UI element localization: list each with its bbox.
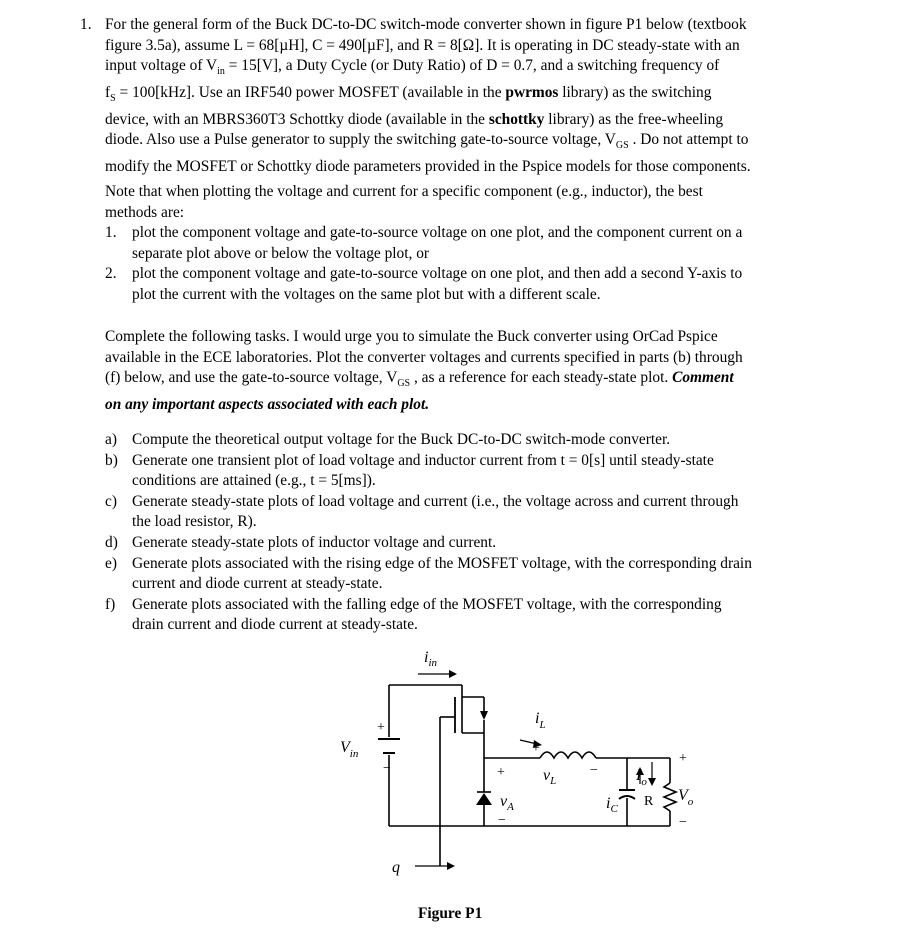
task-line: Generate one transient plot of load voltage and inductor current from t = 0[s] until steady-state <box>132 451 714 469</box>
inductor-coil <box>540 752 596 758</box>
note-item-line: plot the component voltage and gate-to-source voltage on one plot, and the component current on a <box>132 224 743 241</box>
task-marker: f) <box>105 595 116 613</box>
tasks-intro-line-4: on any important aspects associated with each plot. <box>105 395 430 413</box>
label-i-C: $i_C$ <box>606 795 618 815</box>
task-marker: b) <box>105 451 118 469</box>
i-in-arrowhead <box>449 670 457 678</box>
problem-line-4: $f_S = 100[kHz]$. Use an IRF540 power MOSFET (available in the pwrmos library) as the switching <box>105 83 712 104</box>
task-line: current and diode current at steady-state. <box>132 575 383 593</box>
task-line: drain current and diode current at steady-state. <box>132 616 418 634</box>
I-o-arrowhead <box>648 778 656 786</box>
task-marker: e) <box>105 554 117 572</box>
label-V-in: $V_{in}$ <box>340 739 359 760</box>
task-line: Compute the theoretical output voltage for the Buck DC-to-DC switch-mode converter. <box>132 431 671 448</box>
tasks-intro-line-3: (f) below, and use the gate-to-source voltage, $V_{GS}$ , as a reference for each steady-state plot. Comment <box>105 369 734 390</box>
resistor-zigzag <box>664 783 676 811</box>
task-marker: d) <box>105 533 118 551</box>
label-q: q <box>392 859 400 876</box>
task-line: the load resistor, R). <box>132 513 257 531</box>
problem-line-3: input voltage of $V_{in} = 15[V]$, a Duty Cycle (or Duty Ratio) of D = 0.7, and a switching frequency of <box>105 57 720 78</box>
task-line: Generate steady-state plots of inductor voltage and current. <box>132 533 497 551</box>
vL-minus: − <box>590 763 598 778</box>
note-item-marker: 1. <box>105 224 117 241</box>
vo-minus: − <box>679 815 687 830</box>
diode-triangle <box>476 793 492 805</box>
mosfet-arrow <box>480 711 488 720</box>
task-line: Generate plots associated with the falling edge of the MOSFET voltage, with the corresponding <box>132 595 722 613</box>
note-line-1: Note that when plotting the voltage and current for a specific component (e.g., inductor), the best <box>105 183 703 200</box>
vL-plus: + <box>532 741 540 756</box>
vA-minus: − <box>498 813 506 828</box>
problem-line-5: device, with an MBRS360T3 Schottky diode (available in the schottky library) as the free-wheeling <box>105 110 724 128</box>
note-line-2: methods are: <box>105 203 185 221</box>
problem-number: 1. <box>80 16 92 33</box>
task-marker: a) <box>105 431 117 448</box>
note-item-line: plot the current with the voltages on the same plot but with a different scale. <box>132 285 601 303</box>
label-i-in: $i_{in}$ <box>424 649 438 669</box>
task-line: Generate steady-state plots of load voltage and current (i.e., the voltage across and current through <box>132 492 739 510</box>
vo-plus: + <box>679 751 687 766</box>
label-v-A: $v_A$ <box>500 793 514 813</box>
problem-line-1: For the general form of the Buck DC-to-DC switch-mode converter shown in figure P1 below (textbook <box>105 16 747 33</box>
note-item-line: separate plot above or below the voltage plot, or <box>132 244 430 262</box>
note-item-marker: 2. <box>105 265 117 283</box>
label-v-L: $v_L$ <box>543 767 557 787</box>
note-item-line: plot the component voltage and gate-to-source voltage on one plot, and then add a second Y-axis to <box>132 265 743 283</box>
task-line: Generate plots associated with the rising edge of the MOSFET voltage, with the corresponding drain <box>132 554 752 572</box>
vA-plus: + <box>497 765 505 780</box>
problem-line-2: figure 3.5a), assume L = 68[µH], C = 490[µF], and R = 8[Ω]. It is operating in DC steady-state with an <box>105 36 740 54</box>
problem-line-7: modify the MOSFET or Schottky diode parameters provided in the Pspice models for those components. <box>105 157 751 175</box>
label-i-L: $i_L$ <box>535 710 546 731</box>
task-line: conditions are attained (e.g., t = 5[ms]). <box>132 472 376 490</box>
label-V-o: $V_o$ <box>678 787 694 808</box>
label-R: R <box>644 794 654 809</box>
q-arrowhead <box>447 862 455 870</box>
figure-caption: Figure P1 <box>418 905 483 922</box>
vin-minus: − <box>383 761 391 776</box>
vin-plus: + <box>377 720 385 735</box>
task-marker: c) <box>105 492 117 510</box>
tasks-intro-line-2: available in the ECE laboratories. Plot the converter voltages and currents specified in parts (b) through <box>105 348 743 366</box>
tasks-intro-line-1: Complete the following tasks. I would urge you to simulate the Buck converter using OrCad Pspice <box>105 328 718 345</box>
label-I-o: $I_o$ <box>636 767 647 788</box>
problem-line-6: diode. Also use a Pulse generator to supply the switching gate-to-source voltage, $V_{GS}$ . Do not attempt to <box>105 131 749 152</box>
